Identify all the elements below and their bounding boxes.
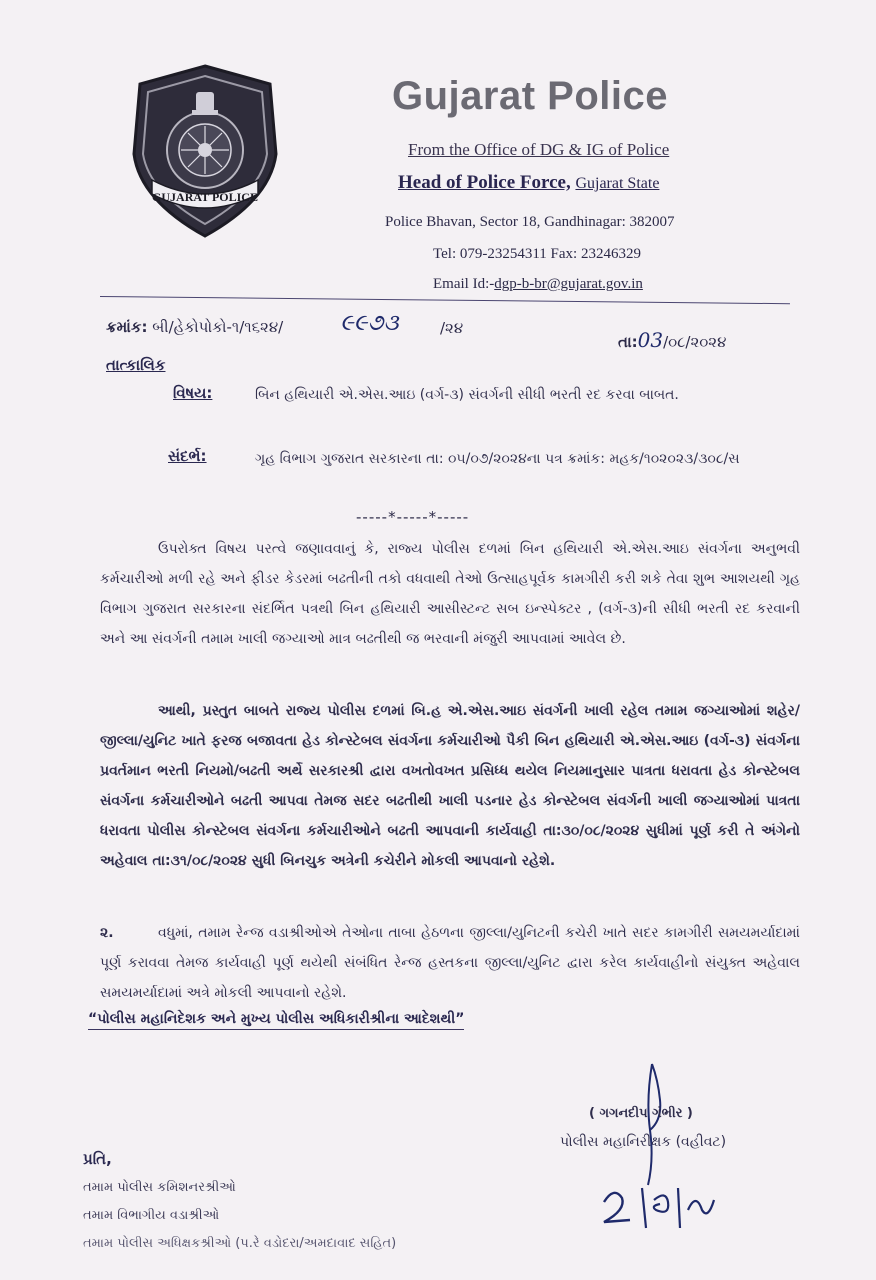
date-rest: /૦૮/૨૦૨૪ [663,333,727,351]
closing-order-line: “પોલીસ મહાનિદેશક અને મુખ્ય પોલીસ અધિકારીશ્રીના આદેશથી” [88,1011,464,1030]
recipient-item: તમામ પોલીસ અધિક્ષકશ્રીઓ (પ.રે વડોદરા/અમદાવાદ સહિત) [83,1236,397,1251]
recipient-item: તમામ વિભાગીય વડાશ્રીઓ [83,1208,220,1223]
letterhead-divider [100,296,790,304]
body-paragraph-2-text: આથી, પ્રસ્તુત બાબતે રાજ્ય પોલીસ દળમાં બિ.હ એ.એસ.આઇ સંવર્ગની ખાલી રહેલ તમામ જગ્યાઓમાં શહેર/જીલ્લા/યુનિટ ખાતે ફરજ બજાવતા હેડ કોન્સ્ટેબલ સંવર્ગના કર્મચારીઓ પૈકી બિન હથિયારી એ.એસ.આઇ (વર્ગ-૩) સંવર્ગના પ્રવર્તમાન ભરતી નિયમો/બઢતી અર્થે સરકારશ્રી દ્વારા વખતોવખત પ્રસિધ્ધ થયેલ નિયમાનુસાર પાત્રતા ધરાવતા હેડ કોન્સ્ટેબલ સંવર્ગના કર્મચારીઓને બઢતી આપવા તેમજ સદર બઢતીથી ખાલી પડનાર હેડ કોન્સ્ટેબલ સંવર્ગની ખાલી જગ્યાઓમાં પાત્રતા ધરાવતા પોલીસ કોન્સ્ટેબલ સંવર્ગના કર્મચારીઓને બઢતી આપવાની કાર્યવાહી તા:૩૦/૦૮/૨૦૨૪ સુધીમાં પૂર્ણ કરી તે અંગેનો અહેવાલ તા:૩૧/૦૮/૨૦૨૪ સુધી બિનચુક અત્રેની કચેરીને મોકલી આપવાનો રહેશે. [100,703,800,869]
date-handwritten-day: 03 [637,328,664,352]
urgent-label: તાત્કાલિક [106,356,166,374]
reference-handwritten-number: ૯૯૭૩ [340,310,399,336]
signatory-designation: પોલીસ મહાનિરીક્ષક (વહીવટ) [560,1134,727,1150]
subject-label: વિષય: [173,384,213,402]
reference-number-text: બી/હેકોપોકો-૧/૧૬૨૪/ [152,318,284,336]
recipients-label: પ્રતિ, [83,1150,112,1168]
office-address: Police Bhavan, Sector 18, Gandhinagar: 382007 [385,214,675,230]
office-email-line [433,276,643,293]
emblem-text: GUJARAT POLICE [152,190,258,204]
reference-number [106,318,283,336]
reference-label: ક્રમાંક: [106,318,148,336]
gujarat-police-emblem-icon [130,62,280,240]
signatory-name: ( ગગનદીપ ગંભીર ) [589,1106,693,1121]
office-phone-fax: Tel: 079-23254311 Fax: 23246329 [433,246,641,262]
reference-suffix: /૨૪ [440,319,464,337]
reference-letter-text: ગૃહ વિભાગ ગુજરાત સરકારના તા: ૦૫/૦૭/૨૦૨૪ના પત્ર ક્રમાંક: મહક/૧૦૨૦૨૩/૩૦૮/સ [255,451,740,467]
paragraph-number: ૨. [100,925,114,941]
recipient-item: તમામ પોલીસ કમિશનરશ્રીઓ [83,1180,236,1195]
head-of-force-line [398,172,659,194]
body-paragraph-3 [100,918,800,1008]
email-address: dgp-b-br@gujarat.gov.in [494,276,643,292]
date-label: તા: [618,333,638,351]
head-of-force-title: Head of Police Force, [398,172,571,193]
body-paragraph-3-text: વધુમાં, તમામ રેન્જ વડાશ્રીઓએ તેઓના તાબા હેઠળના જીલ્લા/યુનિટની કચેરી ખાતે સદર કામગીરી સમયમર્યાદામાં પૂર્ણ કરાવવા તેમજ કાર્યવાહી પૂર્ણ થયેથી સંબંધિત રેન્જ હસ્તકના જીલ્લા/યુનિટ દ્વારા કરેલ કાર્યવાહીનો સંયુક્ત અહેવાલ સમયમર્યાદામાં અત્રે મોકલી આપવાનો રહેશે. [100,925,800,1001]
subject-text: બિન હથિયારી એ.એસ.આઇ (વર્ગ-૩) સંવર્ગની સીધી ભરતી રદ કરવા બાબત. [255,387,679,403]
letter-date [618,328,726,352]
separator-line: -----*-----*----- [356,508,470,526]
office-line: From the Office of DG & IG of Police [408,140,670,159]
body-paragraph-2 [100,696,800,876]
head-of-force-state: Gujarat State [575,175,660,192]
body-paragraph-1-text: ઉપરોક્ત વિષય પરત્વે જણાવવાનું કે, રાજ્ય પોલીસ દળમાં બિન હથિયારી એ.એસ.આઇ સંવર્ગના અનુભવી કર્મચારીઓ મળી રહે અને ફીડર કેડરમાં બઢતીની તકો વધવાથી તેઓ ઉત્સાહપૂર્વક કામગીરી કરી શકે તેવા શુભ આશયથી ગૃહ વિભાગ ગુજરાત સરકારના સંદર્ભિત પત્રથી બિન હથિયારી આસીસ્ટન્ટ સબ ઇન્સ્પેક્ટર , (વર્ગ-૩)ની સીધી ભરતી રદ કરવાની અને આ સંવર્ગની તમામ ખાલી જગ્યાઓ માત્ર બઢતીથી જ ભરવાની મંજુરી આપવામાં આવેલ છે. [100,541,800,647]
email-label: Email Id:- [433,276,495,292]
reference-letter-label: સંદર્ભ: [168,447,207,465]
body-paragraph-1 [100,534,800,654]
organization-name: Gujarat Police [392,74,668,118]
